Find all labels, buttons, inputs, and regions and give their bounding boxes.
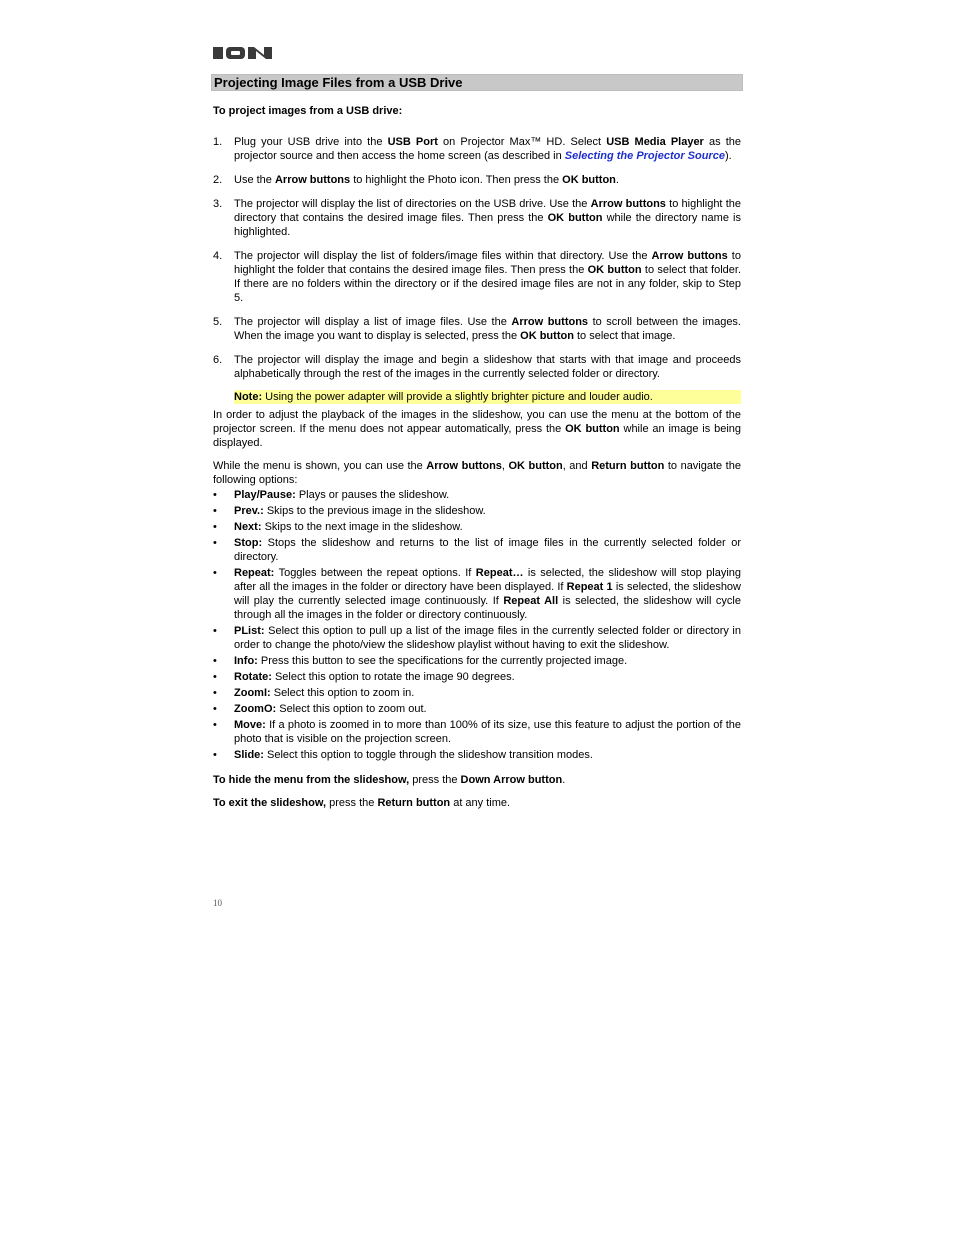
text-run: While the menu is shown, you can use the [213,460,427,472]
text-run: press the [409,774,461,786]
step-number: 3. [213,198,223,210]
text-run: Select this option to pull up a list of the image files in the currently selected folder or directory in order to change the photo/view the slideshow playlist without having to exit the slideshow. [234,625,741,651]
bold-term: Prev.: [234,505,264,517]
bullet-icon: • [213,537,217,549]
step-number: 4. [213,250,223,262]
text-run: If a photo is zoomed in to more than 100% of its size, use this feature to adjust the portion of the photo that is visible on the projection screen. [234,719,741,745]
bold-term: Repeat All [503,595,559,607]
bold-term: USB Media Player [606,136,704,148]
bold-term: Play/Pause: [234,489,296,501]
option-item [213,566,741,622]
bold-term: OK button [587,264,642,276]
text-run: Stops the slideshow and returns to the list of image files in the currently selected folder or directory. [234,537,741,563]
text-run: is selected, the slideshow will stop playing after all the images in the folder or directory have been displayed. If [234,567,741,593]
page-number: 10 [213,898,222,908]
bold-term: Down Arrow button [460,774,563,786]
text-run: to select that folder. If there are no folders within the directory or if the desired image files are not in any folder, skip to Step 5. [234,264,741,304]
bold-term: ZoomI: [234,687,271,699]
text-run: The projector will display a list of image files. Use the [234,316,512,328]
text-run: ). [724,150,732,162]
step-number: 1. [213,136,223,148]
bullet-icon: • [213,655,217,667]
text-run: to scroll between the images. When the image you want to display is selected, press the [234,316,741,342]
step-item [213,197,741,239]
option-item [213,654,741,668]
bold-term: Arrow buttons [426,460,502,472]
bold-term: Next: [234,521,262,533]
text-run: while an image is being displayed. [213,423,741,449]
bold-term: Move: [234,719,266,731]
bullet-icon: • [213,719,217,731]
text-run: In order to adjust the playback of the images in the slideshow, you can use the menu at the bottom of the projector screen. If the menu does not appear automatically, press the [213,409,741,435]
text-run: as the projector source and then access the home screen (as described in [234,136,741,162]
text-run: The projector will display the image and begin a slideshow that starts with that image and proceeds alphabetically through the rest of the images in the currently selected folder or directory. [234,354,741,380]
text-run: to highlight the directory that contains the desired image files. Then press the [234,198,741,224]
paragraph-menu-navigation [213,459,741,487]
text-run: is selected, the slideshow will play the currently selected image continuously. If [234,581,741,607]
text-run: . [562,774,566,786]
text-run: while the directory name is highlighted. [234,212,742,238]
bold-term: Rotate: [234,671,272,683]
bullet-icon: • [213,489,217,501]
option-item [213,748,741,762]
bold-term: Stop: [234,537,263,549]
bold-term: Arrow buttons [590,198,666,210]
bold-term: Arrow buttons [511,316,589,328]
section-title: Projecting Image Files from a USB Drive [214,75,463,90]
note-label: Note: [234,391,263,403]
option-item [213,670,741,684]
cross-reference-link[interactable]: Selecting the Projector Source [564,150,725,162]
page-content [213,104,741,810]
option-item [213,504,741,518]
text-run: Toggles between the repeat options. If [274,567,476,579]
bold-term: OK button [520,330,574,342]
bold-term: Arrow buttons [274,174,351,186]
bullet-icon: • [213,505,217,517]
option-item [213,536,741,564]
text-run: to navigate the following options: [213,460,741,486]
text-run: Plays or pauses the slideshow. [295,489,450,501]
option-item [213,718,741,746]
ion-logo [213,46,273,60]
bullet-icon: • [213,687,217,699]
step-item [213,353,741,381]
paragraph-exit-slideshow [213,796,741,810]
text-run: to highlight the folder that contains the desired image files. Then press the [234,250,741,276]
option-item [213,624,741,652]
bullet-icon: • [213,671,217,683]
text-run: , [501,460,509,472]
text-run: Skips to the next image in the slideshow. [261,521,463,533]
text-run: The projector will display the list of folders/image files within that directory. Use the [234,250,652,262]
text-run: press the [326,797,378,809]
text-run: Use the [234,174,275,186]
text-run: to highlight the Photo icon. Then press the [350,174,563,186]
bullet-icon: • [213,703,217,715]
text-run: Skips to the previous image in the slideshow. [263,505,486,517]
text-run: Plug your USB drive into the [234,136,388,148]
text-run: at any time. [450,797,511,809]
text-run: , and [562,460,592,472]
bold-term: Info: [234,655,258,667]
bullet-icon: • [213,567,217,579]
bullet-icon: • [213,749,217,761]
text-run: on Projector Max™ HD. Select [437,136,607,148]
bullet-icon: • [213,521,217,533]
bold-term: Return button [591,460,665,472]
option-item [213,686,741,700]
step-number: 2. [213,174,223,186]
option-item [213,702,741,716]
option-item [213,488,741,502]
bold-term: OK button [508,460,563,472]
options-list [213,488,741,762]
text-run: is selected, the slideshow will cycle through all the images in the folder or directory continuously. [234,595,741,621]
step-number: 6. [213,354,223,366]
step-item [213,135,741,163]
step-item [213,315,741,343]
bold-term: Arrow buttons [651,250,728,262]
bold-term: OK button [547,212,603,224]
option-item [213,520,741,534]
bold-term: ZoomO: [234,703,277,715]
text-run: Select this option to toggle through the slideshow transition modes. [263,749,593,761]
step-item [213,173,741,187]
note-highlight [234,390,741,404]
text-run: Select this option to zoom in. [270,687,415,699]
bold-term: Return button [377,797,451,809]
text-run: Press this button to see the specifications for the currently projected image. [257,655,628,667]
bold-term: To exit the slideshow, [213,797,327,809]
subheading: To project images from a USB drive: [213,105,403,117]
bold-term: OK button [565,423,620,435]
bold-term: PList: [234,625,265,637]
note-text: Using the power adapter will provide a slightly brighter picture and louder audio. [262,391,653,403]
steps-list [213,135,741,381]
bold-term: Repeat 1 [566,581,613,593]
paragraph-hide-menu [213,773,741,787]
text-run: The projector will display the list of directories on the USB drive. Use the [234,198,591,210]
bold-term: To hide the menu from the slideshow, [213,774,410,786]
section-header-bar [211,74,743,91]
step-item [213,249,741,305]
text-run: Select this option to rotate the image 90 degrees. [271,671,515,683]
bold-term: USB Port [387,136,438,148]
bold-term: Slide: [234,749,264,761]
bullet-icon: • [213,625,217,637]
bold-term: Repeat: [234,567,275,579]
bold-term: OK button [562,174,616,186]
paragraph-adjust-playback [213,408,741,450]
text-run: to select that image. [573,330,676,342]
text-run: . [615,174,619,186]
text-run: Select this option to zoom out. [276,703,427,715]
step-number: 5. [213,316,223,328]
bold-term: Repeat… [475,567,524,579]
